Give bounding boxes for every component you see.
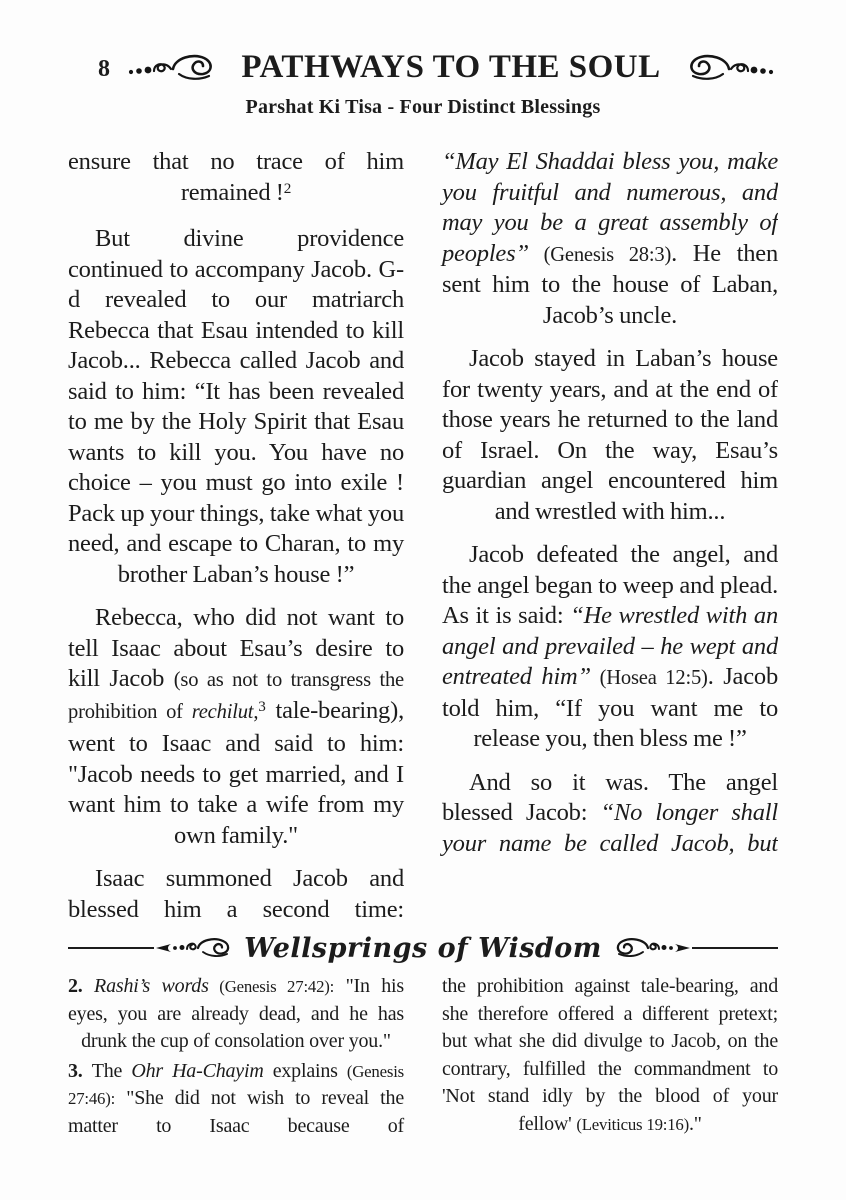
text-segment: . He then sent him to the house of Laban, Jacob’s uncle. (442, 239, 778, 329)
text-segment: the prohibition against tale-bearing, and she therefore offered a different pretext; but what she did divulge to Jacob, on the contrary, fulfilled the commandment to 'Not stand idly by the blood of your fellow' (442, 975, 778, 1135)
text-segment: , (253, 700, 259, 723)
paragraph (68, 147, 404, 211)
text-segment: But divine providence continued to accompany Jacob. G-d revealed to our matriarch Rebecca that Esau intended to kill Jacob... Rebecca called Jacob and said to him: “It has been revealed to me by the Holy Spirit that Esau wants to kill you. You have no choice – you must go into exile ! Pack up your things, take what you need, and escape to Charan, to my brother Laban’s house !” (68, 225, 404, 588)
paragraph (68, 973, 404, 1056)
text-segment: “He wrestled with an angel and prevailed – he wept and entreated him” (442, 602, 778, 690)
scroll-flourish-icon (612, 936, 690, 960)
text-segment: (Leviticus 19:16) (576, 1114, 689, 1134)
body-columns (68, 147, 778, 925)
text-segment: Rashi’s words (94, 975, 209, 997)
title-row (0, 46, 846, 88)
text-segment: Jacob defeated the angel, and the angel began to weep and plead. As it is said: (442, 541, 778, 629)
text-segment: explains (263, 1059, 347, 1082)
paragraph (442, 344, 778, 527)
text-segment: Isaac summoned Jacob and blessed him a second time: (68, 865, 404, 923)
text-segment: Ohr Ha-Chayim (131, 1059, 264, 1082)
scroll-flourish-icon (156, 936, 234, 960)
divider-rule-right (692, 947, 778, 949)
text-segment: 2 (283, 179, 292, 197)
body-column-left (68, 147, 404, 925)
text-segment: Jacob stayed in Laban’s house for twenty years, and at the end of those years he returned to the land of Israel. On the way, Esau’s guardian angel encountered him and wrestled with him... (442, 345, 778, 525)
page-header (0, 0, 846, 119)
text-segment: (Genesis 28:3) (528, 243, 672, 266)
text-segment: And so it was. The angel blessed Jacob: (442, 768, 778, 826)
page-subtitle: Parshat Ki Tisa - Four Distinct Blessings (245, 96, 601, 118)
text-segment: (Hosea 12:5) (590, 667, 708, 689)
text-segment: "In his eyes, you are already dead, and he has drunk the cup of consolation over you." (68, 975, 404, 1052)
text-segment: 3 (258, 697, 266, 715)
text-segment: 2. (68, 975, 95, 997)
text-segment: (Genesis 27:42): (208, 977, 335, 996)
text-segment: Rebecca, who did not want to tell Isaac about Esau’s desire to kill Jacob (68, 604, 404, 692)
paragraph (442, 973, 778, 1138)
body-column-right (442, 147, 778, 925)
text-segment: The (91, 1059, 132, 1082)
text-segment: ." (689, 1112, 702, 1135)
paragraph (68, 224, 404, 590)
divider-title: Wellsprings of Wisdom (244, 932, 602, 964)
text-segment: “May El Shaddai bless you, make you fruitful and numerous, and may you be a great assembly of peoples” (442, 148, 778, 267)
paragraph (442, 147, 778, 331)
text-segment: “No longer shall your name be called Jacob, but (442, 799, 778, 857)
paragraph (68, 864, 404, 925)
text-segment: (Genesis 27:46): (68, 1061, 404, 1108)
text-segment: . Jacob told him, “If you want me to release you, then bless me !” (442, 663, 778, 752)
scroll-flourish-icon (127, 52, 231, 82)
footnote-column-left (68, 973, 404, 1142)
paragraph (68, 1058, 404, 1141)
page-title: PATHWAYS TO THE SOUL (241, 48, 661, 85)
divider-rule-left (68, 947, 154, 949)
page-number: 8 (98, 56, 110, 82)
text-segment: tale-bearing), went to Isaac and said to him: "Jacob needs to get married, and I want him to take a wife from my own family." (68, 696, 404, 849)
text-segment: ensure that no trace of him remained ! (68, 148, 404, 206)
wisdom-divider (68, 929, 778, 967)
scroll-flourish-icon (671, 52, 775, 82)
text-segment: "She did not wish to reveal the matter to Isaac because of (68, 1087, 404, 1137)
paragraph (442, 768, 778, 860)
text-segment: (so as not to transgress the prohibition of (68, 669, 404, 723)
footnote-column-right (442, 973, 778, 1142)
paragraph (442, 540, 778, 755)
paragraph (68, 603, 404, 851)
footnotes (68, 973, 778, 1142)
text-segment: rechilut (191, 700, 254, 723)
text-segment: 3. (68, 1059, 92, 1082)
